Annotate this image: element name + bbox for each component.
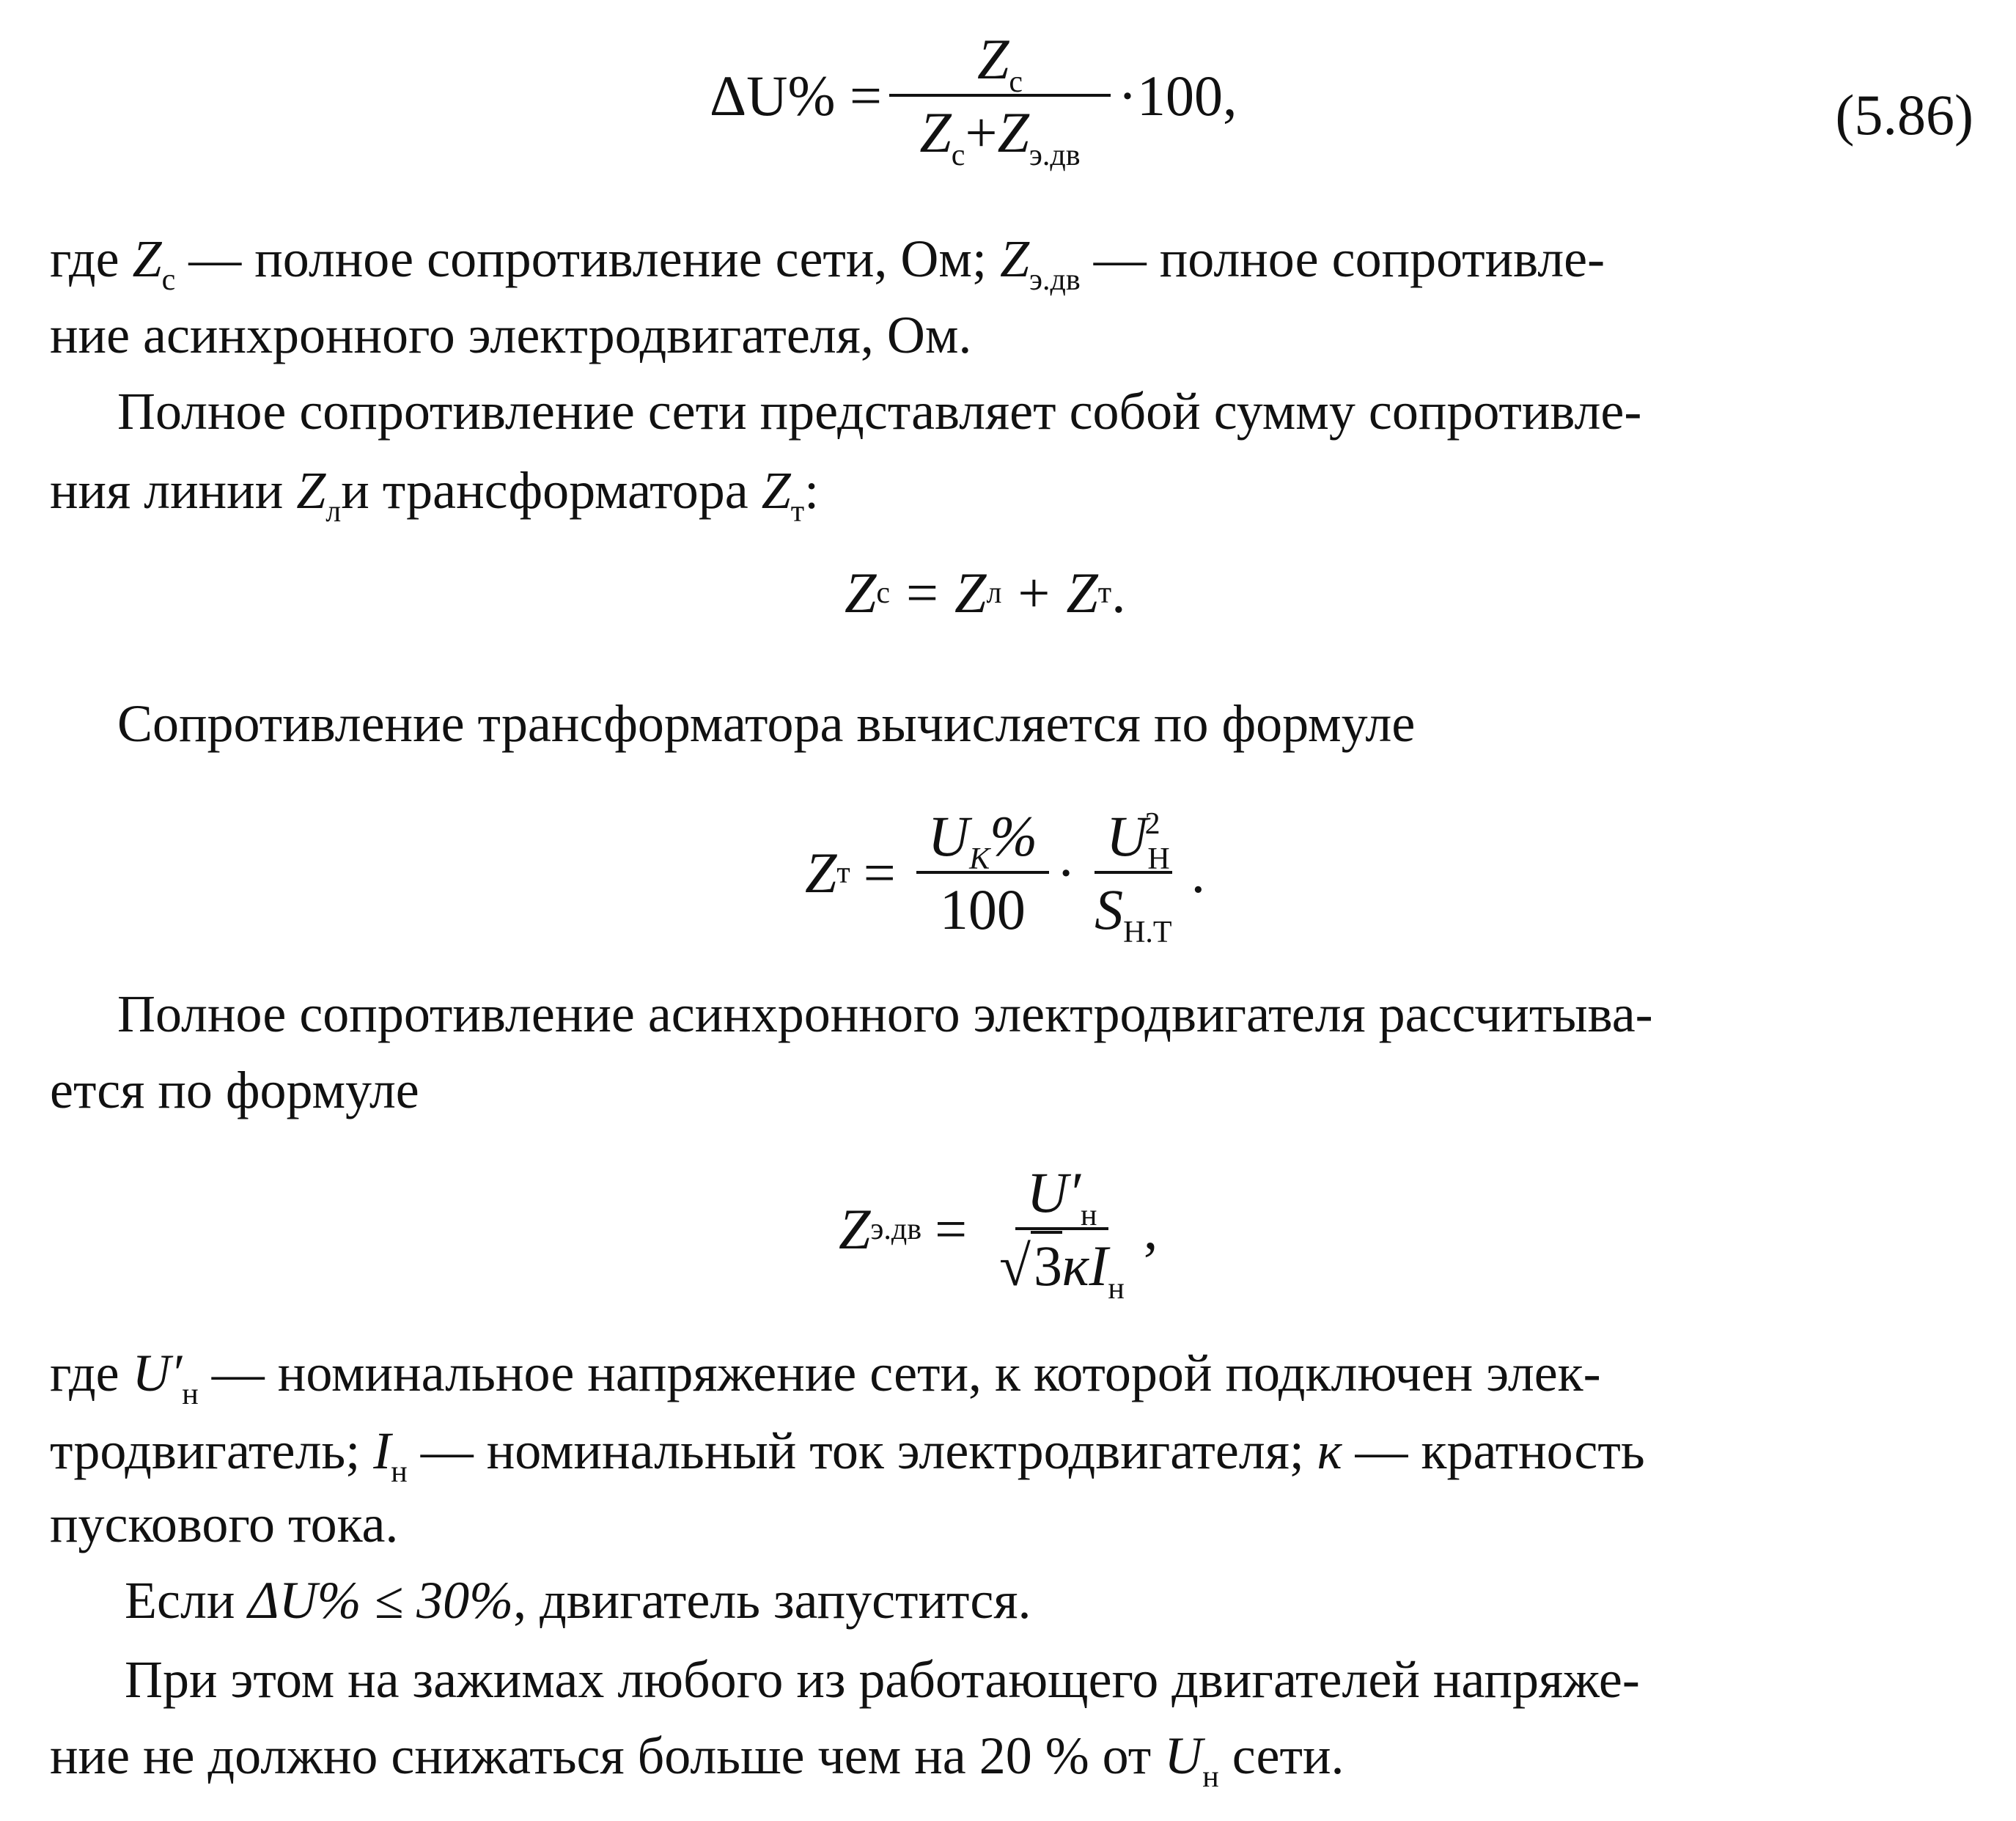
p6-line1: Если ΔU% ≤ 30%, двигатель запустится. (125, 1571, 1031, 1630)
p2-line2: ния линии $Z_ли$ трансформатора $Z_т$: (50, 461, 820, 529)
p4-line1: Полное сопротивление асинхронного электродвигателя рассчитыва- (117, 985, 1653, 1043)
p5-line1: где $U'_н$ — номинальное напряжение сети, к которой подключен элек- (50, 1344, 1601, 1411)
eq586-lhs: ΔU% = (710, 63, 882, 128)
eq586-numerator: $Z_с$ (889, 29, 1111, 97)
eq586-denominator: $Z_с+Z_{э.дв}$ (919, 100, 1081, 172)
zedv-fraction: $\frac{U'_н}{√3кI_н}$ (999, 1160, 1125, 1306)
p1-line2: ние асинхронного электродвигателя, Ом. (50, 306, 972, 364)
p7-line2: ние не должно снижаться больше чем на 20 % от $U_н$ сети. (50, 1726, 1344, 1794)
eq586-fraction (889, 27, 1111, 172)
p4-line2: ется по формуле (50, 1061, 419, 1119)
equation-zc: Z с = Z л + Z т . (845, 561, 1126, 625)
eq586-tail: ·100, (1118, 63, 1237, 128)
zt-fraction-1: $\frac{U_K\%}{100}$ (916, 806, 1049, 940)
equation-zt: Z т = $\frac{U_K\%}{100}$ · $\frac{U_Н^2}{S_{Н.Т}}$ . (805, 804, 1206, 949)
p5-line3: пускового тока. (50, 1495, 399, 1553)
equation-zedv: Z э.дв = $\frac{U'_н}{√3кI_н}$ , (839, 1160, 1158, 1306)
p3-line1: Сопротивление трансформатора вычисляется по формуле (117, 694, 1416, 753)
p1-line1: где $Z_с$ — полное сопротивление сети, Ом; $Z_{э.дв}$ — полное сопротивле- (50, 229, 1605, 297)
zt-fraction-2: $\frac{U_Н^2}{S_{Н.Т}}$ (1095, 804, 1172, 949)
p5-line2: тродвигатель; $I_н$ — номинальный ток электродвигателя; к — кратность (50, 1421, 1645, 1489)
p7-line1: При этом на зажимах любого из работающего двигателей напряже- (125, 1650, 1640, 1709)
equation-number: (5.86) (1835, 83, 1973, 147)
p2-line1: Полное сопротивление сети представляет собой сумму сопротивле- (117, 382, 1642, 441)
equation-5-86 (710, 27, 1237, 172)
